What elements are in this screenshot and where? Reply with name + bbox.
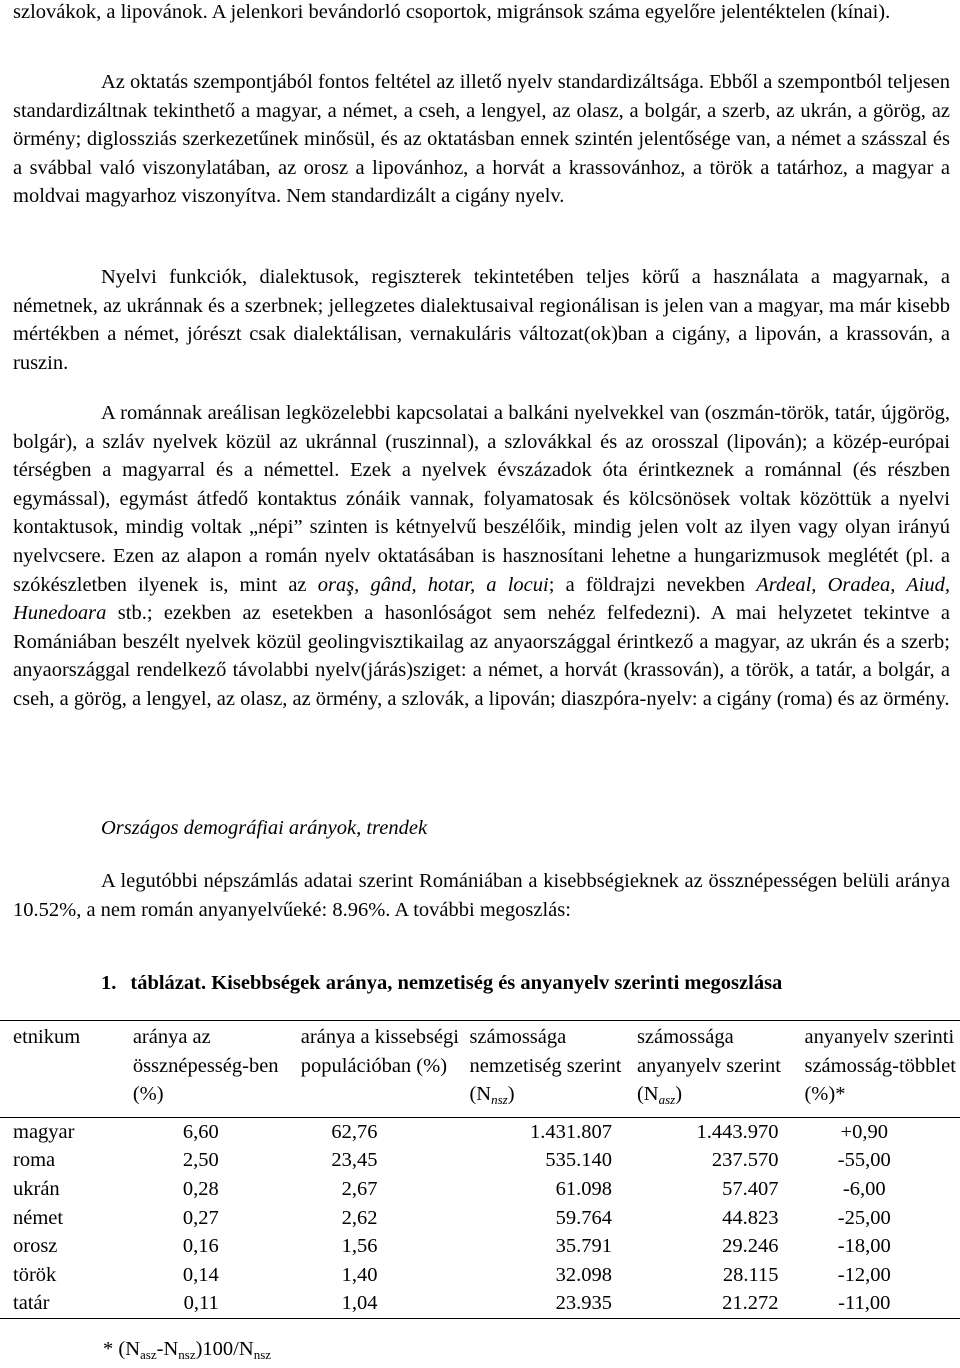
cell-share-total: 0,16	[182, 1235, 219, 1258]
cell-count-language: 29.246	[722, 1235, 779, 1258]
cell-count-language: 1.443.970	[696, 1120, 779, 1143]
header-share-total: aránya az össznépesség-ben (%)	[132, 1026, 279, 1106]
header-share-minority: aránya a kissebségi populációban (%)	[300, 1026, 459, 1077]
table-caption	[101, 972, 782, 995]
table-row	[0, 1289, 960, 1318]
cell-surplus: -11,00	[838, 1292, 891, 1315]
cell-count-nationality: 61.098	[555, 1177, 612, 1200]
cell-share-total: 0,11	[183, 1292, 219, 1315]
cell-share-total: 6,60	[182, 1120, 219, 1143]
cell-count-nationality: 1.431.807	[529, 1120, 612, 1143]
header-surplus: anyanyelv szerinti számosság-többlet (%)*	[804, 1026, 956, 1106]
footnote-sub-1: asz	[140, 1347, 157, 1362]
table-footnote	[103, 1338, 271, 1363]
cell-count-language: 57.407	[722, 1177, 779, 1200]
cell-share-minority: 1,04	[341, 1292, 378, 1315]
cell-share-minority: 62,76	[331, 1120, 378, 1143]
cell-count-nationality: 59.764	[555, 1206, 612, 1229]
cell-etnikum: német	[13, 1206, 64, 1229]
footnote-text-2: -N	[156, 1338, 179, 1360]
table-caption-number: 1.	[101, 972, 117, 994]
cell-surplus: -18,00	[837, 1235, 891, 1258]
header-count-nationality	[469, 1021, 636, 1118]
cell-etnikum: magyar	[13, 1120, 75, 1143]
table-row	[0, 1232, 960, 1261]
cell-share-total: 0,27	[182, 1206, 219, 1229]
header-count-language-close: )	[675, 1083, 683, 1106]
paragraph-contacts	[13, 399, 950, 714]
paragraph-language-functions: Nyelvi funkciók, dialektusok, regiszterek tekintetében teljes körű a használata a magyarnak, a németnek, az ukránnak és a szerbnek; jellegzetes dialektusaival regionálisan is jelen van a magyar, ma már kisebb mértékben a német, jórészt csak dialektálisan, vernakuláris változat(ok)ban a cigány, a lipován, a krassován, a ruszin.	[13, 266, 950, 374]
header-count-nationality-sub: nsz	[491, 1092, 508, 1108]
footnote-text-3: )100/N	[195, 1338, 254, 1360]
cell-share-minority: 2,62	[341, 1206, 378, 1229]
footnote-sub-3: nsz	[253, 1347, 272, 1362]
cell-share-minority: 2,67	[341, 1177, 378, 1200]
cell-surplus: -6,00	[842, 1177, 886, 1200]
cell-count-nationality: 35.791	[555, 1235, 612, 1258]
header-count-language	[637, 1021, 805, 1118]
cell-count-language: 28.115	[722, 1263, 779, 1286]
cell-count-nationality: 535.140	[545, 1149, 612, 1172]
cell-etnikum: tatár	[13, 1292, 50, 1315]
cell-etnikum: török	[13, 1263, 57, 1286]
table-row	[0, 1261, 960, 1290]
paragraph-top: szlovákok, a lipovánok. A jelenkori bevándorló csoportok, migránsok száma egyelőre jelentéktelen (kínai).	[13, 1, 891, 23]
paragraph-contacts-part-c: stb.; ezekben az esetekben a hasonlóságot sem nehéz felfedezni). A mai helyzetet tekintve a Romániában beszélt nyelvek közül geolingvisztikailag az anyaországgal érintkező a magyar, az ukrán és a szerb; anyaországgal rendelkező távolabbi nyelv(járás)sziget: a német, a horvát (krassován), a török, a tatár, a bolgár, a cseh, a görög, a lengyel, az olasz, az örmény, a szlovák, a lipován; diaszpóra-nyelv: a cigány (roma) és az örmény.	[13, 602, 950, 710]
cell-count-nationality: 32.098	[555, 1263, 612, 1286]
cell-etnikum: orosz	[13, 1235, 58, 1258]
footnote-text-1: * (N	[103, 1338, 141, 1360]
table-row	[0, 1117, 960, 1146]
cell-surplus: -12,00	[837, 1263, 891, 1286]
cell-share-minority: 1,56	[341, 1235, 378, 1258]
table-header-row	[0, 1021, 960, 1118]
cell-share-total: 0,28	[182, 1177, 219, 1200]
header-count-nationality-close: )	[507, 1083, 515, 1106]
paragraph-contacts-italic-places: Ardeal, Oradea, Aiud, Hunedoara	[13, 573, 951, 625]
header-count-language-sub: asz	[658, 1092, 676, 1108]
paragraph-contacts-italic-words: oraş, gând, hotar, a locui	[317, 573, 549, 596]
table-caption-text: táblázat. Kisebbségek aránya, nemzetiség és anyanyelv szerinti megoszlása	[130, 972, 783, 994]
footnote-sub-2: nsz	[178, 1347, 196, 1362]
cell-share-minority: 1,40	[341, 1263, 378, 1286]
header-etnikum: etnikum	[13, 1026, 81, 1048]
paragraph-contacts-part-b: ; a földrajzi nevekben	[548, 573, 757, 596]
cell-count-language: 44.823	[722, 1206, 779, 1229]
header-count-nationality-text: számossága nemzetiség szerint (N	[469, 1026, 622, 1106]
cell-count-language: 21.272	[722, 1292, 779, 1315]
paragraph-census: A legutóbbi népszámlás adatai szerint Romániában a kisebbségieknek az össznépességen belüli aránya 10.52%, a nem román anyanyelvűeké: 8.96%. A további megoszlás:	[13, 870, 950, 921]
cell-surplus: -55,00	[837, 1149, 891, 1172]
table-row	[0, 1146, 960, 1175]
table-row	[0, 1204, 960, 1233]
header-count-language-text: számossága anyanyelv szerint (N	[636, 1026, 781, 1106]
cell-share-minority: 23,45	[331, 1149, 378, 1172]
cell-count-nationality: 23.935	[555, 1292, 612, 1315]
paragraph-contacts-part-a: A románnak areálisan legközelebbi kapcsolatai a balkáni nyelvekkel van (oszmán-török, tatár, újgörög, bolgár), a szláv nyelvek közül az ukránnal (ruszinnal), a szlovákkal és az orosszal (lipován); a közép-európai térségben a magyarral és a némettel. Ezek a nyelvek évszázadok óta érintkeznek a románnal (és részben egymással), egymást átfedő kontaktus zónáik vannak, folyamatosak és kölcsönösek voltak közöttük a nyelvi kontaktusok, mindig voltak „népi” szinten is kétnyelvű beszélőik, mindig jelen volt az ilyen vagy olyan irányú nyelvcsere. Ezen az alapon a román nyelv oktatásában is hasznosítani lehetne a hungarizmusok meglétét (pl. a szókészletben ilyenek is, mint az	[13, 402, 950, 596]
cell-share-total: 0,14	[182, 1263, 219, 1286]
cell-share-total: 2,50	[182, 1149, 219, 1172]
cell-count-language: 237.570	[711, 1149, 779, 1172]
cell-etnikum: ukrán	[13, 1177, 60, 1200]
table-row	[0, 1175, 960, 1204]
cell-etnikum: roma	[13, 1149, 56, 1172]
section-heading: Országos demográfiai arányok, trendek	[101, 817, 428, 839]
paragraph-standardization: Az oktatás szempontjából fontos feltétel az illető nyelv standardizáltsága. Ebből a szempontból teljesen standardizáltnak tekinthető a magyar, a német, a cseh, a lengyel, az olasz, a bolgár, a szerb, az ukrán, a görög, az örmény; diglossziás szerkezetűnek minősül, és az oktatásban ennek szintén jelentősége van, a német a szásszal és a svábbal való viszonylatában, az orosz a lipovánhoz, a horvát a krassovánhoz, a török a tatárhoz, a magyar a moldvai magyarhoz viszonyítva. Nem standardizált a cigány nyelv.	[13, 71, 950, 208]
cell-surplus: +0,90	[840, 1120, 888, 1143]
cell-surplus: -25,00	[837, 1206, 891, 1229]
minorities-table	[0, 1020, 960, 1319]
